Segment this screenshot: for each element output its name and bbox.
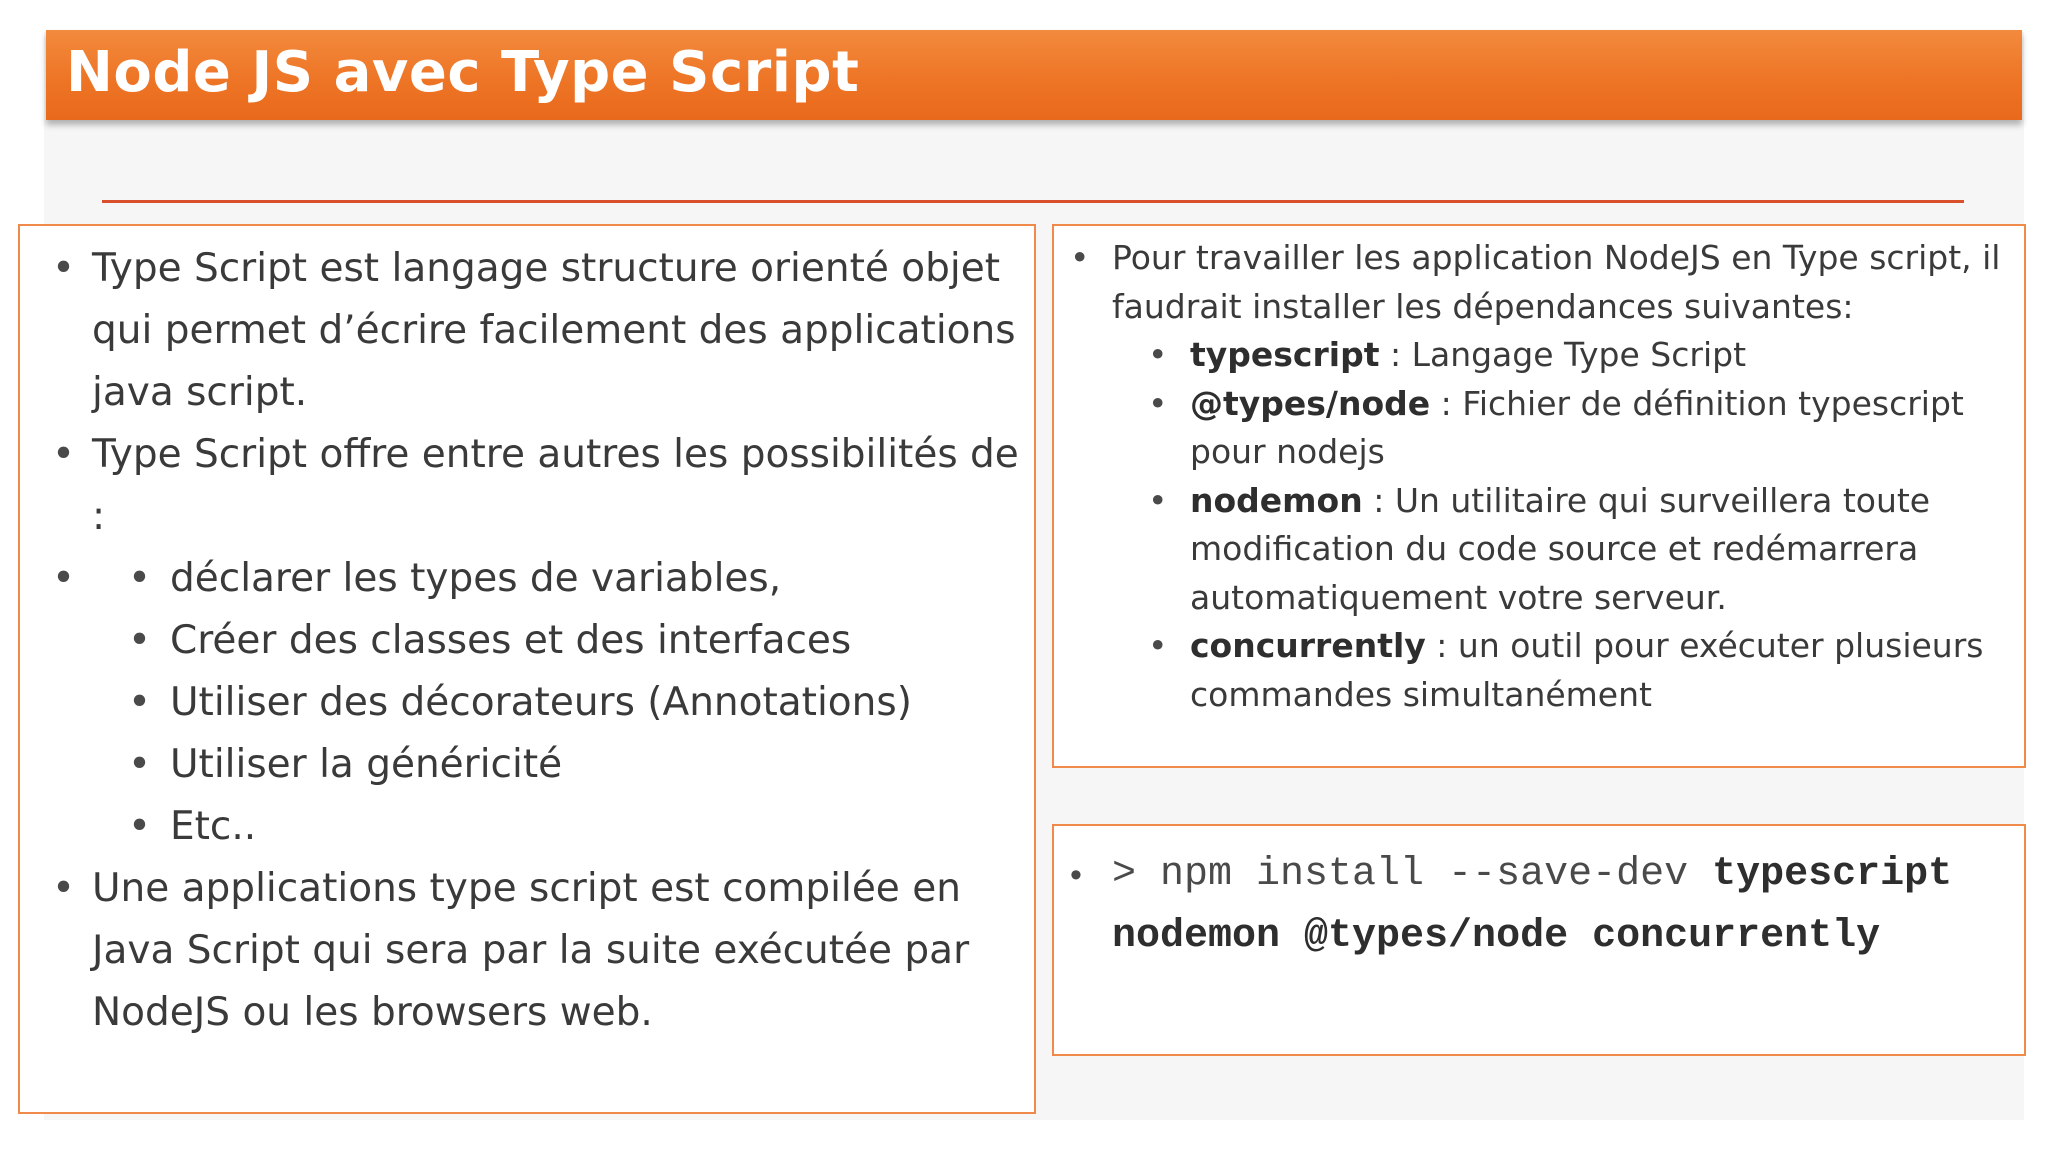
title-divider xyxy=(102,200,1964,203)
install-command xyxy=(1068,844,2008,968)
dependency-desc: : un outil pour exécuter plusieurs commandes simultanément xyxy=(1190,626,1984,714)
title-bar xyxy=(46,30,2022,120)
install-command-packages: typescript nodemon @types/node concurrently xyxy=(1112,852,1953,959)
dependency-desc: : Fichier de définition typescript pour nodejs xyxy=(1190,383,1964,471)
feature-item: • • déclarer les types de variables, xyxy=(120,548,1027,610)
features-sub-list xyxy=(42,548,1027,858)
left-bullet-definition: • Type Script est langage structure orienté objet qui permet d’écrire facilement des applications java script. xyxy=(42,238,1027,424)
left-bullet-list xyxy=(42,238,1027,1044)
left-bullet-compilation: • Une applications type script est compilée en Java Script qui sera par la suite exécutée par NodeJS ou les browsers web. xyxy=(42,858,1027,1044)
slide-title: Node JS avec Type Script xyxy=(66,40,860,105)
feature-item: • Utiliser des décorateurs (Annotations) xyxy=(120,672,1027,734)
dependency-item xyxy=(1146,477,2008,623)
dependency-name: typescript xyxy=(1190,335,1380,374)
dependency-name: @types/node xyxy=(1190,383,1431,423)
dependency-name: concurrently xyxy=(1190,626,1426,665)
dependencies-intro xyxy=(1068,234,2008,719)
install-command-list xyxy=(1068,844,2008,968)
install-command-box xyxy=(1052,824,2026,1056)
dependency-sub-list xyxy=(1112,331,2008,719)
dependency-name: nodemon xyxy=(1190,480,1363,520)
dependency-item xyxy=(1146,380,2008,477)
dependency-desc: : Langage Type Script xyxy=(1379,335,1747,374)
dependencies-box xyxy=(1052,224,2026,768)
feature-item: • Créer des classes et des interfaces xyxy=(120,610,1027,672)
left-content-box xyxy=(18,224,1036,1114)
dependency-desc: : Un utilitaire qui surveillera toute modification du code source et redémarrera automatiquement votre serveur. xyxy=(1190,480,1931,617)
dependency-item xyxy=(1146,331,2008,380)
left-sub-list-wrapper xyxy=(42,548,1027,858)
left-bullet-features xyxy=(42,424,1027,548)
feature-item: • Utiliser la généricité xyxy=(120,734,1027,796)
dependencies-list xyxy=(1068,234,2008,719)
feature-item: • Etc.. xyxy=(120,796,1027,858)
left-bullet-features-text: Type Script offre entre autres les possibilités de : xyxy=(92,432,1019,539)
install-command-prefix: > npm install --save-dev xyxy=(1112,852,1689,897)
dependencies-intro-text: Pour travailler les application NodeJS en Type script, il faudrait installer les dépendances suivantes: xyxy=(1112,238,2001,326)
dependency-item xyxy=(1146,622,2008,719)
